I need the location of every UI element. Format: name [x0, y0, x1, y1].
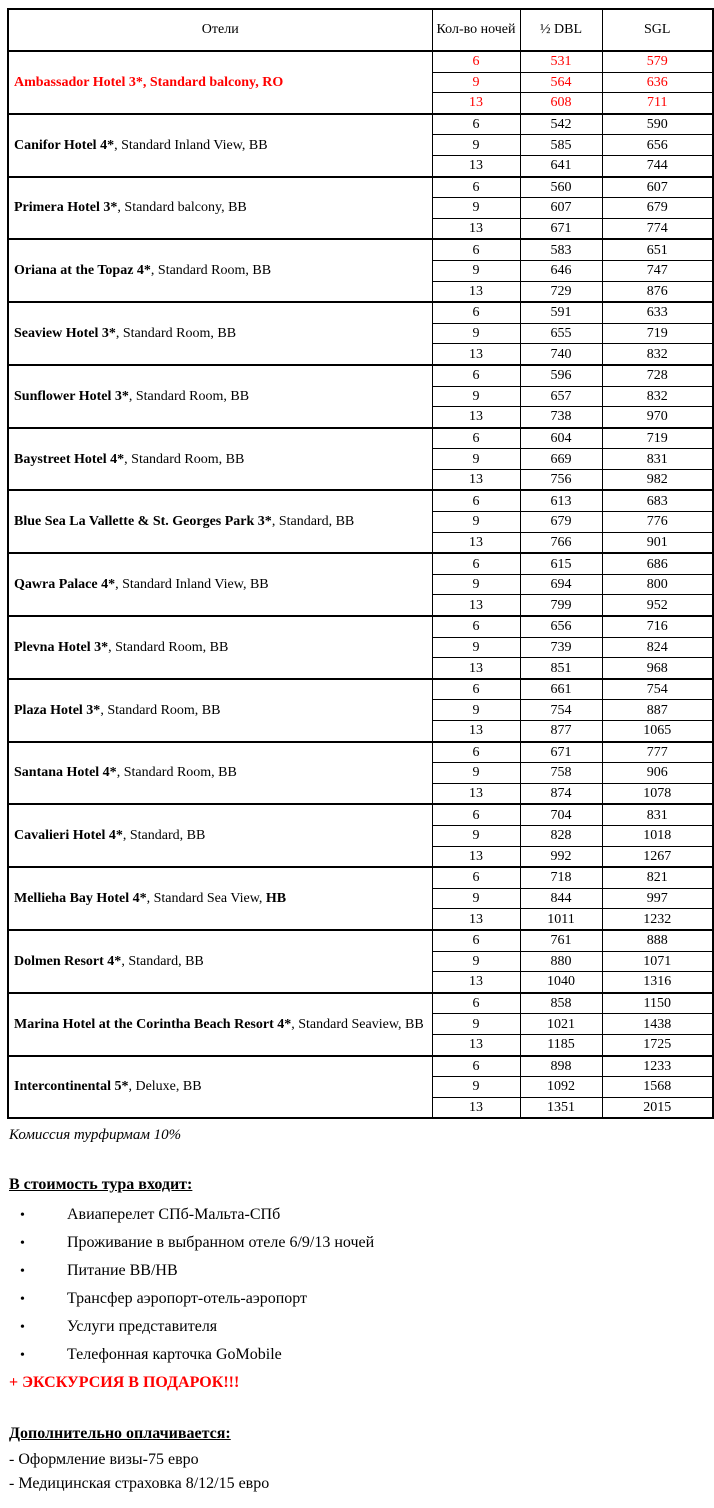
sgl-price-cell: 607 [602, 177, 713, 198]
nights-cell: 9 [432, 888, 520, 909]
dbl-price-cell: 877 [520, 721, 602, 742]
dbl-price-cell: 740 [520, 344, 602, 365]
dbl-price-cell: 583 [520, 239, 602, 260]
hotel-description: , Standard Room, BB [150, 263, 272, 279]
dbl-price-cell: 615 [520, 553, 602, 574]
dbl-price-cell: 671 [520, 218, 602, 239]
hotel-description: , Standard Seaview, BB [291, 1016, 424, 1032]
nights-cell: 6 [432, 930, 520, 951]
header-row [8, 9, 713, 51]
nights-cell: 9 [432, 135, 520, 156]
nights-cell: 13 [432, 1097, 520, 1118]
sgl-price-cell: 1568 [602, 1077, 713, 1098]
hotel-name: Intercontinental 5* [14, 1079, 129, 1095]
header-nights: Кол-во ночей [432, 9, 520, 51]
dbl-price-cell: 607 [520, 198, 602, 219]
dbl-price-cell: 718 [520, 867, 602, 888]
nights-cell: 13 [432, 1034, 520, 1055]
hotel-description: , Standard Room, BB [115, 326, 237, 342]
nights-cell: 9 [432, 323, 520, 344]
dbl-price-cell: 754 [520, 700, 602, 721]
nights-cell: 6 [432, 616, 520, 637]
extra-item: - Оформление визы-75 евро [9, 1451, 199, 1469]
nights-cell: 6 [432, 51, 520, 72]
dbl-price-cell: 739 [520, 637, 602, 658]
dbl-price-cell: 613 [520, 490, 602, 511]
bullet-icon: • [20, 1348, 25, 1364]
sgl-price-cell: 831 [602, 804, 713, 825]
sgl-price-cell: 777 [602, 742, 713, 763]
price-row [8, 930, 713, 951]
hotel-group [8, 51, 713, 114]
dbl-price-cell: 679 [520, 512, 602, 533]
dbl-price-cell: 646 [520, 260, 602, 281]
nights-cell: 6 [432, 490, 520, 511]
sgl-price-cell: 633 [602, 302, 713, 323]
dbl-price-cell: 761 [520, 930, 602, 951]
price-row [8, 239, 713, 260]
included-item [7, 1285, 712, 1313]
hotel-description: , Standard Room, BB [124, 451, 245, 467]
hotel-name: Dolmen Resort 4* [14, 953, 122, 969]
dbl-price-cell: 704 [520, 804, 602, 825]
sgl-price-cell: 800 [602, 574, 713, 595]
hotel-group [8, 553, 713, 616]
sgl-price-cell: 754 [602, 679, 713, 700]
nights-cell: 9 [432, 449, 520, 470]
included-item-text: Авиаперелет СПб-Мальта-СПб [67, 1206, 281, 1224]
nights-cell: 6 [432, 428, 520, 449]
hotel-group [8, 616, 713, 679]
nights-cell: 6 [432, 239, 520, 260]
hotel-group [8, 365, 713, 428]
dbl-price-cell: 1040 [520, 972, 602, 993]
dbl-price-cell: 542 [520, 114, 602, 135]
price-row [8, 867, 713, 888]
sgl-price-cell: 1018 [602, 825, 713, 846]
included-item [7, 1341, 712, 1369]
price-row [8, 616, 713, 637]
price-row [8, 302, 713, 323]
dbl-price-cell: 661 [520, 679, 602, 700]
sgl-price-cell: 711 [602, 93, 713, 114]
nights-cell: 9 [432, 700, 520, 721]
sgl-price-cell: 636 [602, 72, 713, 93]
included-list [7, 1201, 712, 1369]
hotel-name: Seaview Hotel 3* [14, 326, 116, 342]
sgl-price-cell: 1232 [602, 909, 713, 930]
hotel-name: Mellieha Bay Hotel 4* [14, 891, 147, 907]
nights-cell: 13 [432, 469, 520, 490]
nights-cell: 13 [432, 783, 520, 804]
dbl-price-cell: 874 [520, 783, 602, 804]
bullet-icon: • [20, 1236, 25, 1252]
sgl-price-cell: 776 [602, 512, 713, 533]
dbl-price-cell: 694 [520, 574, 602, 595]
nights-cell: 13 [432, 909, 520, 930]
hotel-name-cell [8, 867, 432, 930]
hotel-name: Plaza Hotel 3* [14, 702, 101, 718]
sgl-price-cell: 686 [602, 553, 713, 574]
hotel-name-cell [8, 742, 432, 805]
nights-cell: 6 [432, 177, 520, 198]
sgl-price-cell: 832 [602, 386, 713, 407]
sgl-price-cell: 970 [602, 407, 713, 428]
table-header [8, 9, 713, 51]
sgl-price-cell: 728 [602, 365, 713, 386]
sgl-price-cell: 679 [602, 198, 713, 219]
hotel-name: Ambassador Hotel 3* [14, 74, 143, 90]
nights-cell: 9 [432, 512, 520, 533]
hotel-name-cell [8, 490, 432, 553]
price-row [8, 177, 713, 198]
hotel-name-cell [8, 930, 432, 993]
dbl-price-cell: 655 [520, 323, 602, 344]
hotel-group [8, 930, 713, 993]
included-item [7, 1257, 712, 1285]
nights-cell: 13 [432, 658, 520, 679]
nights-cell: 9 [432, 637, 520, 658]
hotel-group [8, 1056, 713, 1119]
hotel-group [8, 177, 713, 240]
price-row [8, 428, 713, 449]
nights-cell: 9 [432, 825, 520, 846]
dbl-price-cell: 758 [520, 763, 602, 784]
nights-cell: 9 [432, 72, 520, 93]
hotel-description: , Standard balcony, RO [142, 74, 284, 90]
price-row [8, 51, 713, 72]
nights-cell: 6 [432, 742, 520, 763]
dbl-price-cell: 1185 [520, 1034, 602, 1055]
nights-cell: 13 [432, 532, 520, 553]
bullet-icon: • [20, 1264, 25, 1280]
sgl-price-cell: 832 [602, 344, 713, 365]
dbl-price-cell: 738 [520, 407, 602, 428]
nights-cell: 9 [432, 763, 520, 784]
included-item [7, 1313, 712, 1341]
dbl-price-cell: 604 [520, 428, 602, 449]
nights-cell: 9 [432, 1077, 520, 1098]
dbl-price-cell: 1021 [520, 1014, 602, 1035]
sgl-price-cell: 656 [602, 135, 713, 156]
hotel-name-cell [8, 1056, 432, 1119]
nights-cell: 13 [432, 407, 520, 428]
dbl-price-cell: 671 [520, 742, 602, 763]
sgl-price-cell: 821 [602, 867, 713, 888]
hotel-name: Canifor Hotel 4* [14, 137, 115, 153]
included-item-text: Телефонная карточка GoMobile [67, 1346, 282, 1364]
hotel-name-cell [8, 51, 432, 114]
sgl-price-cell: 952 [602, 595, 713, 616]
sgl-price-cell: 716 [602, 616, 713, 637]
nights-cell: 6 [432, 679, 520, 700]
dbl-price-cell: 1092 [520, 1077, 602, 1098]
nights-cell: 13 [432, 344, 520, 365]
nights-cell: 9 [432, 951, 520, 972]
nights-cell: 13 [432, 721, 520, 742]
dbl-price-cell: 591 [520, 302, 602, 323]
sgl-price-cell: 876 [602, 281, 713, 302]
nights-cell: 6 [432, 804, 520, 825]
hotel-price-table [7, 8, 714, 1119]
sgl-price-cell: 774 [602, 218, 713, 239]
sgl-price-cell: 831 [602, 449, 713, 470]
hotel-group [8, 302, 713, 365]
hotel-description: , Standard balcony, BB [117, 200, 247, 216]
extra-item: - Медицинская страховка 8/12/15 евро [9, 1475, 270, 1493]
included-title: В стоимость тура входит: [9, 1176, 193, 1194]
sgl-price-cell: 651 [602, 239, 713, 260]
extra-title: Дополнительно оплачивается: [9, 1425, 231, 1443]
dbl-price-cell: 880 [520, 951, 602, 972]
dbl-price-cell: 531 [520, 51, 602, 72]
price-row [8, 679, 713, 700]
hotel-description: , Standard, BB [121, 953, 204, 969]
dbl-price-cell: 596 [520, 365, 602, 386]
dbl-price-cell: 641 [520, 155, 602, 176]
dbl-price-cell: 828 [520, 825, 602, 846]
nights-cell: 13 [432, 93, 520, 114]
included-item [7, 1229, 712, 1257]
sgl-price-cell: 1078 [602, 783, 713, 804]
dbl-price-cell: 844 [520, 888, 602, 909]
dbl-price-cell: 657 [520, 386, 602, 407]
hotel-group [8, 804, 713, 867]
bullet-icon: • [20, 1208, 25, 1224]
hotel-group [8, 490, 713, 553]
nights-cell: 6 [432, 1056, 520, 1077]
hotel-name: Oriana at the Topaz 4* [14, 263, 151, 279]
hotel-description: , Standard Room, BB [100, 702, 221, 718]
bullet-icon: • [20, 1292, 25, 1308]
nights-cell: 6 [432, 867, 520, 888]
hotel-name-cell [8, 993, 432, 1056]
sgl-price-cell: 888 [602, 930, 713, 951]
hotel-name-cell [8, 553, 432, 616]
hotel-group [8, 428, 713, 491]
dbl-price-cell: 898 [520, 1056, 602, 1077]
hotel-name: Plevna Hotel 3* [14, 639, 109, 655]
dbl-price-cell: 560 [520, 177, 602, 198]
price-row [8, 993, 713, 1014]
dbl-price-cell: 1351 [520, 1097, 602, 1118]
dbl-price-cell: 669 [520, 449, 602, 470]
hotel-description: , Standard Sea View, [146, 891, 266, 907]
nights-cell: 9 [432, 260, 520, 281]
nights-cell: 13 [432, 155, 520, 176]
sgl-price-cell: 997 [602, 888, 713, 909]
nights-cell: 6 [432, 365, 520, 386]
hotel-name-cell [8, 804, 432, 867]
hotel-name: Marina Hotel at the Corintha Beach Resort 4* [14, 1016, 292, 1032]
hotel-group [8, 742, 713, 805]
dbl-price-cell: 766 [520, 532, 602, 553]
dbl-price-cell: 799 [520, 595, 602, 616]
sgl-price-cell: 2015 [602, 1097, 713, 1118]
dbl-price-cell: 608 [520, 93, 602, 114]
sgl-price-cell: 1725 [602, 1034, 713, 1055]
nights-cell: 6 [432, 302, 520, 323]
price-row [8, 742, 713, 763]
nights-cell: 13 [432, 972, 520, 993]
hotel-description: , Standard Room, BB [116, 765, 237, 781]
sgl-price-cell: 1233 [602, 1056, 713, 1077]
hotel-name: Baystreet Hotel 4* [14, 451, 125, 467]
hotel-name-cell [8, 365, 432, 428]
header-sgl: SGL [602, 9, 713, 51]
nights-cell: 6 [432, 553, 520, 574]
hotel-description: , Standard Inland View, BB [115, 577, 269, 593]
price-row [8, 804, 713, 825]
hotel-name: Cavalieri Hotel 4* [14, 828, 123, 844]
hotel-name-cell [8, 679, 432, 742]
dbl-price-cell: 564 [520, 72, 602, 93]
hotel-name-cell [8, 428, 432, 491]
sgl-price-cell: 579 [602, 51, 713, 72]
extra-list [9, 1448, 712, 1496]
sgl-price-cell: 747 [602, 260, 713, 281]
price-row [8, 490, 713, 511]
dbl-price-cell: 585 [520, 135, 602, 156]
nights-cell: 13 [432, 218, 520, 239]
hotel-description: , Standard Room, BB [108, 639, 229, 655]
dbl-price-cell: 992 [520, 846, 602, 867]
sgl-price-cell: 590 [602, 114, 713, 135]
sgl-price-cell: 968 [602, 658, 713, 679]
nights-cell: 6 [432, 114, 520, 135]
hotel-group [8, 239, 713, 302]
hotel-group [8, 993, 713, 1056]
price-row [8, 365, 713, 386]
sgl-price-cell: 1071 [602, 951, 713, 972]
hotel-description: , Standard, BB [271, 514, 355, 530]
bullet-icon: • [20, 1320, 25, 1336]
hotel-group [8, 114, 713, 177]
hotel-name-cell [8, 114, 432, 177]
dbl-price-cell: 729 [520, 281, 602, 302]
hotel-name: Santana Hotel 4* [14, 765, 117, 781]
included-item-text: Услуги представителя [67, 1318, 218, 1336]
nights-cell: 13 [432, 595, 520, 616]
nights-cell: 9 [432, 386, 520, 407]
nights-cell: 13 [432, 281, 520, 302]
sgl-price-cell: 1438 [602, 1014, 713, 1035]
price-row [8, 114, 713, 135]
nights-cell: 9 [432, 1014, 520, 1035]
hotel-description: , Standard Room, BB [128, 388, 250, 404]
nights-cell: 9 [432, 198, 520, 219]
included-item-text: Проживание в выбранном отеле 6/9/13 ночей [67, 1234, 375, 1252]
sgl-price-cell: 906 [602, 763, 713, 784]
sgl-price-cell: 719 [602, 428, 713, 449]
sgl-price-cell: 744 [602, 155, 713, 176]
sgl-price-cell: 887 [602, 700, 713, 721]
sgl-price-cell: 901 [602, 532, 713, 553]
dbl-price-cell: 851 [520, 658, 602, 679]
hotel-name: Blue Sea La Vallette & St. Georges Park 3* [14, 514, 272, 530]
header-half-dbl: ½ DBL [520, 9, 602, 51]
header-hotels: Отели [8, 9, 432, 51]
sgl-price-cell: 824 [602, 637, 713, 658]
dbl-price-cell: 656 [520, 616, 602, 637]
nights-cell: 9 [432, 574, 520, 595]
sgl-price-cell: 982 [602, 469, 713, 490]
price-row [8, 553, 713, 574]
nights-cell: 6 [432, 993, 520, 1014]
hotel-name-cell [8, 239, 432, 302]
hotel-group [8, 679, 713, 742]
included-item [7, 1201, 712, 1229]
sgl-price-cell: 719 [602, 323, 713, 344]
dbl-price-cell: 1011 [520, 909, 602, 930]
hotel-name-cell [8, 302, 432, 365]
sgl-price-cell: 1150 [602, 993, 713, 1014]
sgl-price-cell: 1316 [602, 972, 713, 993]
hotel-name-cell [8, 177, 432, 240]
hotel-board-bold: HB [265, 891, 287, 907]
gift-note: + ЭКСКУРСИЯ В ПОДАРОК!!! [9, 1374, 240, 1392]
nights-cell: 13 [432, 846, 520, 867]
hotel-name: Sunflower Hotel 3* [14, 388, 129, 404]
hotel-name-cell [8, 616, 432, 679]
hotel-description: , Standard, BB [122, 828, 206, 844]
included-item-text: Трансфер аэропорт-отель-аэропорт [67, 1290, 308, 1308]
commission-note: Комиссия турфирмам 10% [9, 1127, 182, 1144]
hotel-group [8, 867, 713, 930]
sgl-price-cell: 1065 [602, 721, 713, 742]
hotel-name: Primera Hotel 3* [14, 200, 118, 216]
included-item-text: Питание BB/HB [67, 1262, 178, 1280]
hotel-description: , Standard Inland View, BB [114, 137, 268, 153]
sgl-price-cell: 1267 [602, 846, 713, 867]
dbl-price-cell: 858 [520, 993, 602, 1014]
sgl-price-cell: 683 [602, 490, 713, 511]
hotel-name: Qawra Palace 4* [14, 577, 116, 593]
hotel-description: , Deluxe, BB [128, 1079, 202, 1095]
dbl-price-cell: 756 [520, 469, 602, 490]
price-row [8, 1056, 713, 1077]
